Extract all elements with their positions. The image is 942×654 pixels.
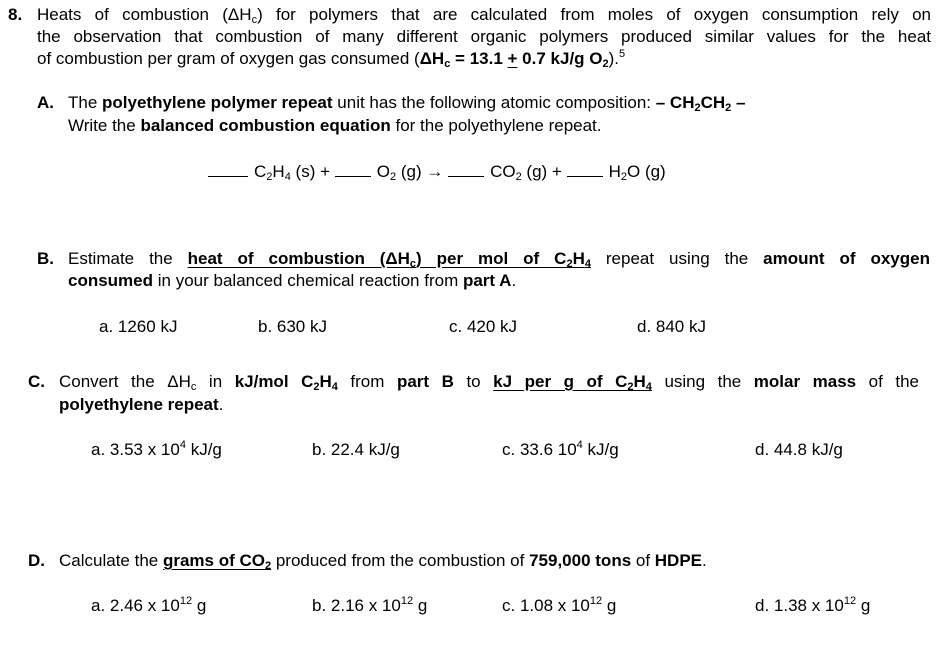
part-d-option-c[interactable]: c. 1.08 x $10^{12}$ g	[502, 595, 617, 615]
part-b-option-d[interactable]: d. 840 kJ	[637, 317, 706, 336]
part-b-line-2: consumed in your balanced chemical reaction from part A.	[68, 271, 517, 290]
repeat-formula: – $CH_2CH_2$ –	[655, 93, 746, 114]
coefficient-blank-h2o[interactable]	[567, 160, 603, 177]
part-d-label: D.	[28, 551, 45, 570]
intro-line-1: Heats of combustion $(\Delta H_c)$ for polymers that are calculated from moles of oxygen consumption rely on	[37, 5, 931, 26]
part-b-label: B.	[37, 249, 54, 268]
part-a-line-2: Write the balanced combustion equation for the polyethylene repeat.	[68, 116, 602, 135]
heat-value: $\Delta H_c = 13.1 + 0.7$ kJ/g $O_2$	[419, 49, 609, 70]
footnote-ref: 5	[619, 48, 626, 60]
part-b-option-b[interactable]: b. 630 kJ	[258, 317, 327, 336]
part-a-label: A.	[37, 93, 54, 112]
part-c-line-2: polyethylene repeat.	[59, 395, 224, 414]
part-c-label: C.	[28, 372, 45, 391]
intro-line-3: of combustion per gram of oxygen gas consumed ($\Delta H_c = 13.1 + 0.7$ kJ/g $O_2).^5$	[37, 48, 626, 70]
coefficient-blank-co2[interactable]	[448, 160, 484, 177]
combustion-equation: $C_2H_4$ $(s) + O_2$ $(g) \to CO_2$ $(g) + H_2O$ (g)	[208, 160, 666, 183]
part-b-option-a[interactable]: a. 1260 kJ	[99, 317, 178, 336]
part-d-line-1: Calculate the grams of $CO_2$ produced from the combustion of 759,000 tons of HDPE.	[59, 551, 707, 572]
part-c-option-a[interactable]: a. 3.53 x $10^4$ kJ/g	[91, 439, 222, 459]
part-a-line-1: The polyethylene polymer repeat unit has the following atomic composition: – $CH_2CH_2$ –	[68, 93, 746, 114]
coefficient-blank-c2h4[interactable]	[208, 160, 248, 177]
part-b-option-c[interactable]: c. 420 kJ	[449, 317, 518, 336]
part-c-option-d[interactable]: d. 44.8 kJ/g	[755, 440, 843, 459]
part-d-option-d[interactable]: d. 1.38 x $10^{12}$ g	[755, 595, 871, 615]
part-d-option-a[interactable]: a. 2.46 x $10^{12}$ g	[91, 595, 207, 615]
coefficient-blank-o2[interactable]	[335, 160, 371, 177]
part-d-option-b[interactable]: b. 2.16 x $10^{12}$ g	[312, 595, 428, 615]
part-c-line-1: Convert the $\Delta H_c$ in kJ/mol $C_2H_4$ from part B to kJ per g of $C_2H_4$ using the molar mass of the	[59, 372, 919, 393]
part-c-option-b[interactable]: b. 22.4 kJ/g	[312, 440, 400, 459]
part-b-line-1: Estimate the heat of combustion $(\Delta H_c)$ per mol of $C_2H_4$ repeat using the amount of oxygen	[68, 249, 930, 270]
part-c-option-c[interactable]: c. 33.6 $10^4$ kJ/g	[502, 439, 619, 459]
question-number: 8.	[8, 5, 23, 24]
intro-line-2: the observation that combustion of many different organic polymers produced similar values for the heat	[37, 27, 931, 46]
